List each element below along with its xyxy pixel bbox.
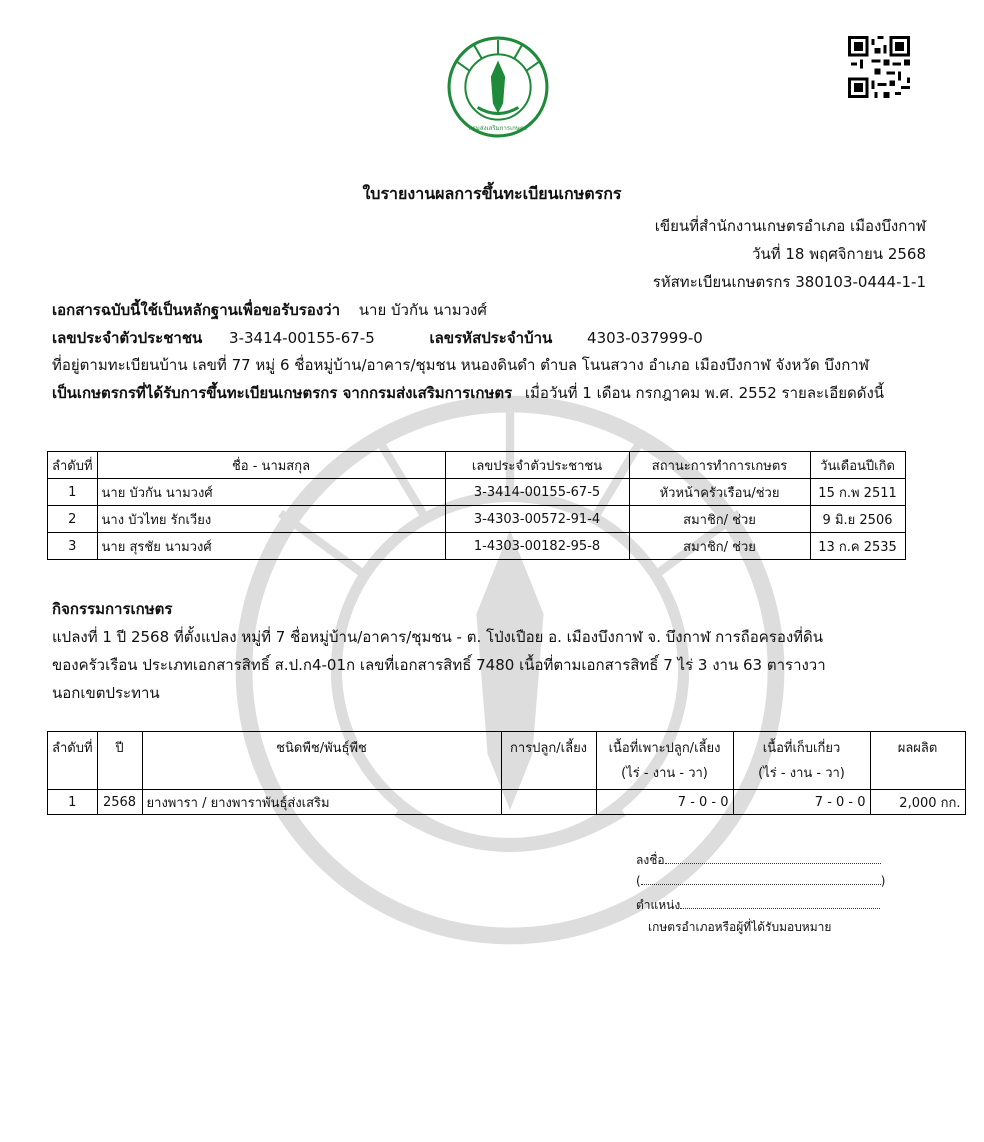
id-line xyxy=(52,326,703,350)
issue-date: วันที่ 18 พฤศจิกายน 2568 xyxy=(752,245,926,263)
table-row xyxy=(48,506,906,533)
name-paren-line xyxy=(636,873,885,888)
activity-line-3: นอกเขตประทาน xyxy=(52,684,160,702)
member-id: 3-4303-00572-91-4 xyxy=(445,506,629,533)
member-status: หัวหน้าครัวเรือน/ช่วย xyxy=(629,479,810,506)
close-paren: ) xyxy=(880,874,886,888)
members-col-id: เลขประจำตัวประชาชน xyxy=(445,452,629,479)
open-paren: ( xyxy=(636,874,641,888)
registration-date: เมื่อวันที่ 1 เดือน กรกฎาคม พ.ศ. 2552 รายละเอียดดังนี้ xyxy=(524,384,885,402)
crop-method xyxy=(501,790,596,815)
member-birth: 9 มิ.ย 2506 xyxy=(810,506,905,533)
members-header-row xyxy=(48,452,906,479)
position-dots xyxy=(680,897,880,909)
sign-label: ลงชื่อ xyxy=(636,853,665,867)
member-status: สมาชิก/ ช่วย xyxy=(629,533,810,560)
name-dots xyxy=(641,873,881,885)
members-col-name: ชื่อ - นามสกุล xyxy=(97,452,445,479)
member-birth: 13 ก.ค 2535 xyxy=(810,533,905,560)
harvest-unit-label: (ไร่ - งาน - วา) xyxy=(758,766,845,781)
crop-name: ยางพารา / ยางพาราพันธุ์ส่งเสริม xyxy=(142,790,501,815)
signer-role: เกษตรอำเภอหรือผู้ที่ได้รับมอบหมาย xyxy=(648,920,832,934)
crop-yield: 2,000 กก. xyxy=(870,790,965,815)
member-name: นาย สุรชัย นามวงศ์ xyxy=(97,533,445,560)
crops-col-method-label: การปลูก/เลี้ยง xyxy=(510,741,588,756)
table-row xyxy=(48,533,906,560)
member-status: สมาชิก/ ช่วย xyxy=(629,506,810,533)
qr-code xyxy=(848,36,910,98)
crop-harvest: 7 - 0 - 0 xyxy=(733,790,870,815)
house-code-value: 4303-037999-0 xyxy=(587,329,703,347)
crop-year: 2568 xyxy=(97,790,142,815)
members-col-no: ลำดับที่ xyxy=(48,452,98,479)
table-row xyxy=(48,790,966,815)
crop-no: 1 xyxy=(48,790,98,815)
certify-label: เอกสารฉบับนี้ใช้เป็นหลักฐานเพื่อขอรับรองว่า xyxy=(52,301,340,319)
crop-planted: 7 - 0 - 0 xyxy=(596,790,733,815)
registration-line xyxy=(52,381,884,405)
member-birth: 15 ก.พ 2511 xyxy=(810,479,905,506)
issued-at: เขียนที่สำนักงานเกษตรอำเภอ เมืองบึงกาฬ xyxy=(654,217,926,235)
member-no: 2 xyxy=(48,506,98,533)
member-name: นาย บัวกัน นามวงศ์ xyxy=(97,479,445,506)
member-id: 3-3414-00155-67-5 xyxy=(445,479,629,506)
crops-col-harvest xyxy=(733,732,870,790)
position-line xyxy=(636,896,880,915)
crops-col-planted xyxy=(596,732,733,790)
planted-unit-label: (ไร่ - งาน - วา) xyxy=(621,766,708,781)
member-no: 1 xyxy=(48,479,98,506)
table-row xyxy=(48,479,906,506)
address: ที่อยู่ตามทะเบียนบ้าน เลขที่ 77 หมู่ 6 ชื่อหมู่บ้าน/อาคาร/ชุมชน หนองดินดำ ตำบล โนนสวาง อำเภอ เมืองบึงกาฬ จังหวัด บึงกาฬ xyxy=(52,356,869,374)
certify-line xyxy=(52,298,487,322)
crops-col-method xyxy=(501,732,596,790)
crops-col-crop: ชนิดพืช/พันธุ์พืช xyxy=(142,732,501,790)
member-no: 3 xyxy=(48,533,98,560)
activity-line-2: ของครัวเรือน ประเภทเอกสารสิทธิ์ ส.ป.ก4-01ก เลขที่เอกสารสิทธิ์ 7480 เนื้อที่ตามเอกสารสิทธิ์ 7 ไร่ 3 งาน 63 ตารางวา xyxy=(52,656,826,674)
citizen-id-label: เลขประจำตัวประชาชน xyxy=(52,329,203,347)
activity-title: กิจกรรมการเกษตร xyxy=(52,600,173,618)
registration-label: เป็นเกษตรกรที่ได้รับการขึ้นทะเบียนเกษตรกร จากกรมส่งเสริมการเกษตร xyxy=(52,384,513,402)
members-col-status: สถานะการทำการเกษตร xyxy=(629,452,810,479)
position-label: ตำแหน่ง xyxy=(636,898,681,912)
activity-line-1: แปลงที่ 1 ปี 2568 ที่ตั้งแปลง หมู่ที่ 7 ชื่อหมู่บ้าน/อาคาร/ชุมชน - ต. โป่งเปือย อ. เมืองบึงกาฬ จ. บึงกาฬ การถือครองที่ดิน xyxy=(52,628,824,646)
logo-text: กรมส่งเสริมการเกษตร xyxy=(468,124,528,132)
sign-dots xyxy=(665,852,881,864)
farmer-name: นาย บัวกัน นามวงศ์ xyxy=(358,301,487,319)
farmer-code: รหัสทะเบียนเกษตรกร 380103-0444-1-1 xyxy=(652,273,926,291)
member-id: 1-4303-00182-95-8 xyxy=(445,533,629,560)
crops-col-year: ปี xyxy=(97,732,142,790)
document-title: ใบรายงานผลการขึ้นทะเบียนเกษตรกร xyxy=(362,184,622,203)
house-code-label: เลขรหัสประจำบ้าน xyxy=(429,329,553,347)
crops-header-row xyxy=(48,732,966,790)
citizen-id-value: 3-3414-00155-67-5 xyxy=(229,329,375,347)
crops-col-yield: ผลผลิต xyxy=(870,732,965,790)
department-logo xyxy=(447,36,549,138)
members-col-birth: วันเดือนปีเกิด xyxy=(810,452,905,479)
member-name: นาง บัวไทย รักเวียง xyxy=(97,506,445,533)
crops-col-no: ลำดับที่ xyxy=(48,732,98,790)
crops-table xyxy=(47,731,966,815)
signature-line xyxy=(636,851,881,870)
harvest-area-label: เนื้อที่เก็บเกี่ยว xyxy=(762,741,841,756)
members-table xyxy=(47,451,906,560)
planted-area-label: เนื้อที่เพาะปลูก/เลี้ยง xyxy=(608,741,721,756)
